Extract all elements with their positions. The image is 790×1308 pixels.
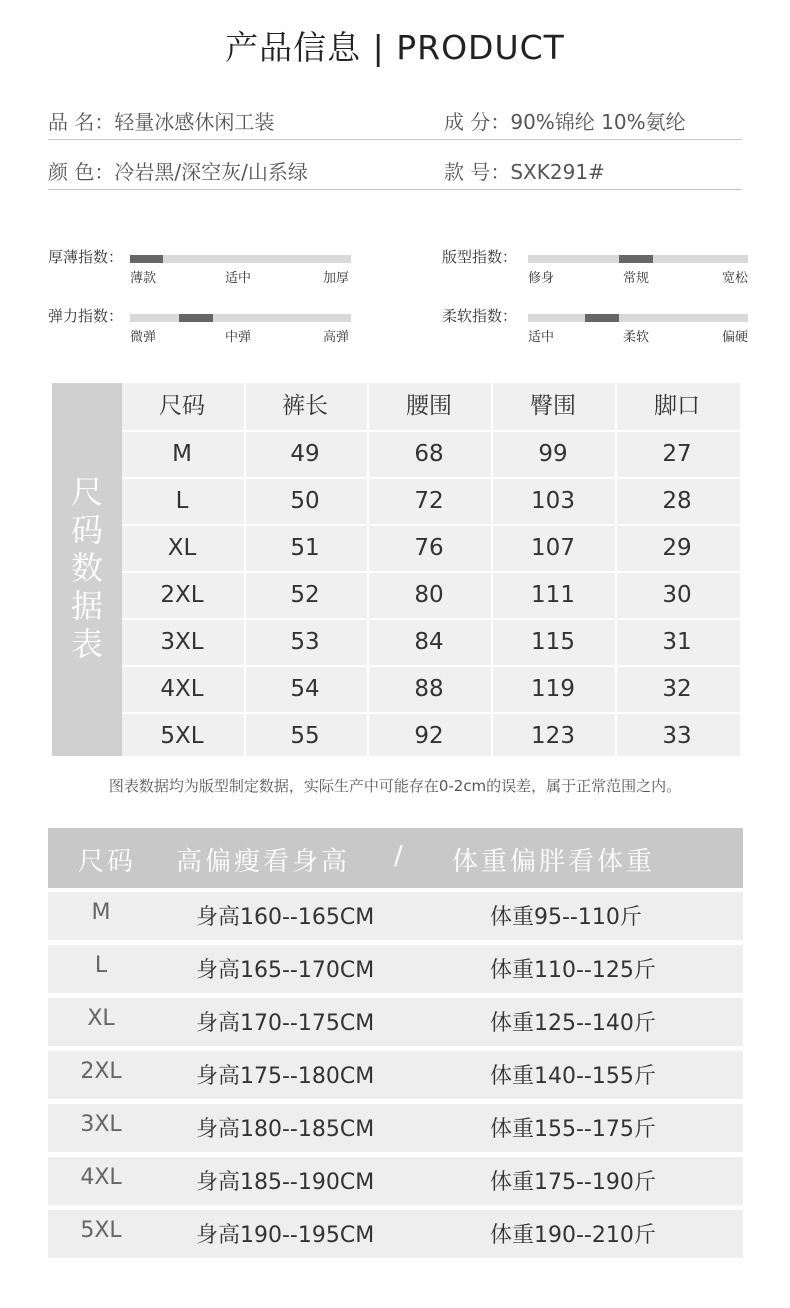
fit-level-fill — [619, 255, 653, 263]
side-char: 码 — [70, 511, 103, 549]
product-name: 品 名：轻量冰感休闲工装 — [48, 110, 275, 134]
rec-height: 身高180--185CM — [196, 1117, 375, 1142]
table-cell: 27 — [662, 441, 692, 467]
table-row — [122, 618, 740, 665]
table-cell: 84 — [414, 629, 444, 655]
rec-size: XL — [87, 1006, 115, 1031]
table-cell: 28 — [662, 488, 692, 514]
rec-size: 2XL — [80, 1059, 122, 1084]
thickness-tick: 薄款 — [130, 271, 157, 286]
rec-height: 身高185--190CM — [196, 1170, 375, 1195]
thickness-tick: 加厚 — [323, 271, 350, 286]
table-cell: 3XL — [160, 629, 204, 655]
elastic-level-fill — [179, 314, 213, 322]
side-char: 数 — [70, 549, 103, 587]
table-row — [48, 1157, 743, 1205]
product-style-number: 款 号：SXK291# — [444, 160, 605, 184]
rec-header-weight: 体重偏胖看体重 — [452, 847, 656, 877]
softness-track — [528, 314, 748, 322]
info-row-color — [48, 150, 742, 190]
column-header: 尺码 — [159, 393, 205, 419]
table-cell: 32 — [662, 676, 692, 702]
thickness-index-label: 厚薄指数： — [48, 248, 124, 266]
rec-size: 4XL — [80, 1165, 122, 1190]
table-cell: 4XL — [160, 676, 204, 702]
elastic-index-label: 弹力指数： — [48, 307, 124, 325]
table-row — [48, 1051, 743, 1099]
table-cell: 72 — [414, 488, 444, 514]
table-cell: 55 — [290, 723, 320, 749]
table-cell: 111 — [531, 582, 575, 608]
table-cell: 29 — [662, 535, 692, 561]
rec-weight: 体重190--210斤 — [490, 1223, 656, 1248]
rec-header-size: 尺码 — [78, 847, 137, 877]
rec-weight: 体重175--190斤 — [490, 1170, 656, 1195]
softness-tick: 柔软 — [623, 330, 650, 345]
table-cell: 80 — [414, 582, 444, 608]
product-colors: 颜 色：冷岩黑/深空灰/山系绿 — [48, 160, 308, 184]
elastic-tick: 中弹 — [225, 330, 252, 345]
table-row — [122, 712, 740, 759]
size-data-table — [52, 383, 740, 756]
column-divider — [244, 383, 246, 756]
rec-size: L — [94, 953, 108, 978]
table-cell: 76 — [414, 535, 444, 561]
rec-size: 3XL — [80, 1112, 122, 1137]
table-cell: XL — [167, 535, 197, 561]
column-header: 裤长 — [282, 393, 328, 419]
fit-tick: 修身 — [528, 271, 555, 286]
thickness-tick: 适中 — [225, 271, 252, 286]
table-cell: 99 — [538, 441, 568, 467]
rec-header-height: 高偏瘦看身高 — [176, 847, 351, 877]
table-cell: 107 — [531, 535, 575, 561]
softness-level-fill — [585, 314, 619, 322]
size-table-side-label — [52, 383, 122, 756]
softness-tick: 适中 — [528, 330, 555, 345]
product-composition: 成 分：90%锦纶 10%氨纶 — [444, 110, 686, 134]
elastic-tick: 高弹 — [323, 330, 350, 345]
table-cell: 123 — [531, 723, 575, 749]
table-cell: 92 — [414, 723, 444, 749]
recommendation-header — [48, 828, 743, 888]
table-cell: 103 — [531, 488, 575, 514]
column-divider — [367, 383, 369, 756]
table-cell: M — [172, 441, 192, 467]
table-cell: 30 — [662, 582, 692, 608]
side-char: 表 — [70, 625, 103, 663]
fit-track — [528, 255, 748, 263]
size-table-side-text — [52, 473, 122, 663]
thickness-level-fill — [130, 255, 163, 263]
table-cell: 2XL — [160, 582, 204, 608]
table-cell: 5XL — [160, 723, 204, 749]
table-cell: 115 — [531, 629, 575, 655]
table-row — [48, 1104, 743, 1152]
table-cell: L — [175, 488, 189, 514]
column-header: 臀围 — [530, 393, 576, 419]
rec-height: 身高160--165CM — [196, 905, 375, 930]
rec-weight: 体重95--110斤 — [490, 905, 642, 930]
table-cell: 49 — [290, 441, 320, 467]
table-row — [122, 477, 740, 524]
table-cell: 54 — [290, 676, 320, 702]
column-divider — [615, 383, 617, 756]
table-cell: 119 — [531, 676, 575, 702]
table-cell: 51 — [290, 535, 320, 561]
column-divider — [491, 383, 493, 756]
table-row — [48, 998, 743, 1046]
page-title: 产品信息 | PRODUCT — [225, 28, 565, 67]
rec-height: 身高175--180CM — [196, 1064, 375, 1089]
rec-header-slash: / — [394, 841, 406, 871]
table-cell: 50 — [290, 488, 320, 514]
rec-weight: 体重110--125斤 — [490, 958, 656, 983]
info-row-name — [48, 100, 742, 140]
size-note: 图表数据均为版型制定数据，实际生产中可能存在0-2cm的误差，属于正常范围之内。 — [108, 777, 682, 795]
fit-tick: 常规 — [623, 271, 650, 286]
table-row — [122, 571, 740, 618]
rec-height: 身高165--170CM — [196, 958, 375, 983]
table-cell: 53 — [290, 629, 320, 655]
fit-tick: 宽松 — [722, 271, 749, 286]
table-row — [122, 665, 740, 712]
table-cell: 52 — [290, 582, 320, 608]
softness-tick: 偏硬 — [722, 330, 749, 345]
fit-index — [442, 246, 752, 286]
table-row — [122, 430, 740, 477]
table-cell: 68 — [414, 441, 444, 467]
table-row — [122, 524, 740, 571]
table-row — [48, 892, 743, 940]
size-table-header-row — [122, 383, 740, 430]
table-row — [48, 1210, 743, 1258]
column-header: 腰围 — [406, 393, 452, 419]
thickness-track — [130, 255, 351, 263]
rec-size: M — [91, 900, 111, 925]
column-header: 脚口 — [654, 393, 700, 419]
rec-weight: 体重140--155斤 — [490, 1064, 656, 1089]
table-cell: 88 — [414, 676, 444, 702]
side-char: 尺 — [70, 473, 103, 511]
elastic-index — [48, 305, 353, 345]
rec-weight: 体重125--140斤 — [490, 1011, 656, 1036]
rec-weight: 体重155--175斤 — [490, 1117, 656, 1142]
fit-index-label: 版型指数： — [442, 248, 518, 266]
softness-index — [442, 305, 752, 345]
softness-index-label: 柔软指数： — [442, 307, 518, 325]
elastic-track — [130, 314, 351, 322]
rec-height: 身高170--175CM — [196, 1011, 375, 1036]
table-cell: 33 — [662, 723, 692, 749]
table-cell: 31 — [662, 629, 692, 655]
rec-size: 5XL — [80, 1218, 122, 1243]
rec-height: 身高190--195CM — [196, 1223, 375, 1248]
table-row — [48, 945, 743, 993]
side-char: 据 — [70, 587, 103, 625]
elastic-tick: 微弹 — [130, 330, 157, 345]
thickness-index — [48, 246, 353, 286]
